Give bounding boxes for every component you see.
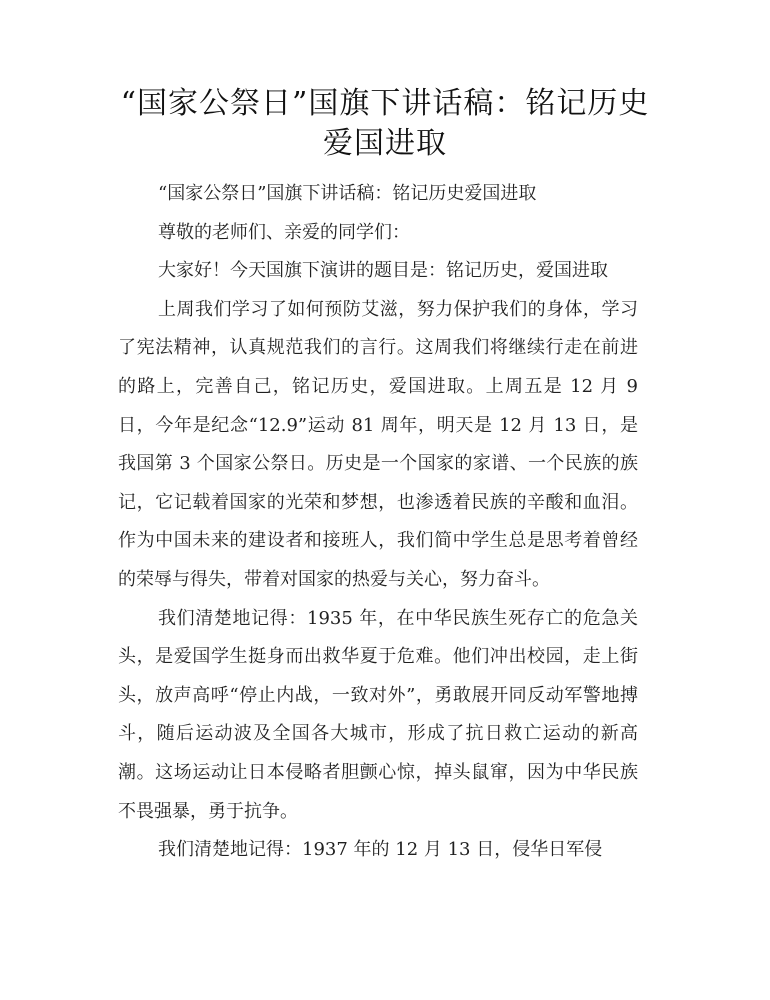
greeting-paragraph: 大家好！今天国旗下演讲的题目是：铭记历史，爱国进取: [158, 260, 608, 282]
body-paragraph-3: 我们清楚地记得：1937 年的 12 月 13 日，侵华日军侵: [158, 839, 603, 861]
document-title: “国家公祭日”国旗下讲话稿：铭记历史 爱国进取: [120, 86, 650, 161]
document-body: [118, 175, 638, 870]
subtitle-paragraph: “国家公祭日”国旗下讲话稿：铭记历史爱国进取: [158, 183, 537, 204]
body-paragraph-2: 我们清楚地记得：1935 年，在中华民族生死存亡的危急关头，是爱国学生挺身而出救华夏于危难。他们冲出校园，走上街头，放声高呼“停止内战，一致对外”，勇敢展开同反动军警地搏斗，随后运动波及全国各大城市，形成了抗日救亡运动的新高潮。这场运动让日本侵略者胆颤心惊，掉头鼠窜，因为中华民族不畏强暴，勇于抗争。: [118, 607, 638, 822]
salutation-paragraph: 尊敬的老师们、亲爱的同学们：: [158, 221, 410, 243]
body-paragraph-1: 上周我们学习了如何预防艾滋，努力保护我们的身体，学习了宪法精神，认真规范我们的言行。这周我们将继续行走在前进的路上，完善自己，铭记历史，爱国进取。上周五是 12 月 9 日，今年是纪念“12.9”运动 81 周年，明天是 12 月 13 日，是我国第 3 个国家公祭日。历史是一个国家的家谱、一个民族的族记，它记载着国家的光荣和梦想，也渗透着民族的辛酸和血泪。作为中国未来的建设者和接班人，我们简中学生总是思考着曾经的荣辱与得失，带着对国家的热爱与关心，努力奋斗。: [118, 298, 638, 590]
